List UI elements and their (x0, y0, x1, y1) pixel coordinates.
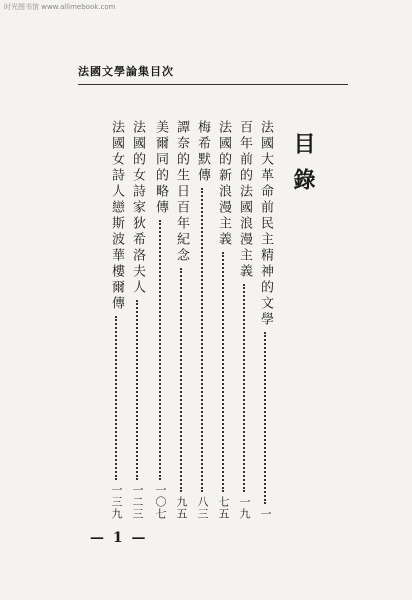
toc-entry-2 (237, 120, 251, 520)
dot-leader (136, 300, 138, 480)
toc-entry-title: 法國的新浪漫主義 (216, 120, 231, 248)
toc-entry-3 (216, 120, 230, 520)
watermark: 时光图书馆 www.allimebook.com (4, 3, 116, 11)
toc-entry-5 (174, 120, 188, 520)
toc-entry-page: 七五 (217, 496, 230, 520)
toc-entry-title: 美爾同的略傳 (153, 120, 168, 216)
dot-leader (115, 316, 117, 480)
toc-title: 目錄 (290, 132, 316, 204)
toc-entry-title: 百年前的法國浪漫主義 (237, 120, 252, 280)
toc-entry-title: 法國大革命前民主精神的文學 (258, 120, 273, 328)
running-header: 法國文學論集目次 (78, 65, 174, 78)
page-number: — 1 — (90, 530, 148, 546)
toc-entry-8 (109, 120, 123, 520)
toc-entry-page: 一三九 (110, 484, 123, 520)
toc-entry-title: 譚奈的生日百年紀念 (174, 120, 189, 264)
toc-entry-1 (258, 120, 272, 520)
toc-entry-title: 梅希默傳 (195, 120, 210, 184)
toc-entry-6 (153, 120, 167, 520)
dot-leader (201, 188, 203, 492)
toc-entry-page: 一 (259, 508, 272, 520)
toc-entry-title: 法國的女詩家狄希洛夫人 (130, 120, 145, 296)
header-rule (78, 84, 348, 85)
dot-leader (159, 220, 161, 480)
toc-entry-7 (130, 120, 144, 520)
dot-leader (222, 252, 224, 492)
toc-entry-page: 九五 (175, 496, 188, 520)
toc-entry-4 (195, 120, 209, 520)
toc-entry-page: 一二三 (131, 484, 144, 520)
toc-entry-title: 法國女詩人戀斯波華樓爾傳 (109, 120, 124, 312)
dot-leader (180, 268, 182, 492)
dot-leader (243, 284, 245, 492)
toc-entry-page: 一九 (238, 496, 251, 520)
toc-entry-page: 八三 (196, 496, 209, 520)
dot-leader (264, 332, 266, 504)
toc-entry-page: 一〇七 (154, 484, 167, 520)
